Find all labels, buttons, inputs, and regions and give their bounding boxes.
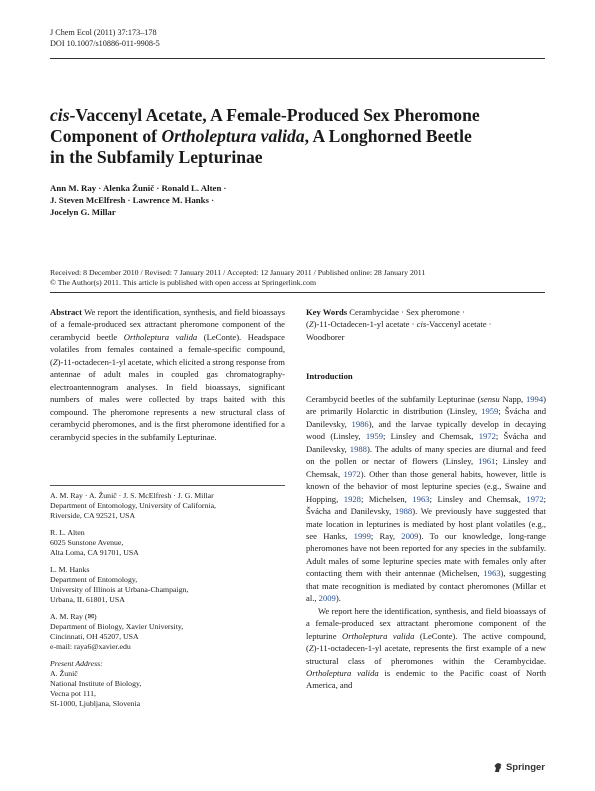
citation-link[interactable]: 1972 [526,493,544,504]
affiliation-rule [50,485,285,486]
affiliation-line: 6025 Sunstone Avenue, [50,538,124,547]
publisher-name: Springer [505,762,545,773]
text-run: is endemic to the Pacific coast of North America, and [306,667,546,691]
affiliation-line: A. M. Ray · A. Žunič · J. S. McElfresh · J. G. Millar [50,491,214,500]
text-run: ) are primarily Holarctic in distribution (Linsley, [306,394,546,417]
affiliation-line: Department of Entomology, University of California, [50,501,217,510]
citation-link[interactable]: 1959 [481,406,499,417]
citation-link[interactable]: 1999 [353,530,371,541]
citation-link[interactable]: 1988 [349,443,367,454]
affiliation-line: Urbana, IL 61801, USA [50,595,125,604]
affiliation-entry [50,612,285,652]
affiliation-entry [50,528,285,558]
article-title: cis-Vaccenyl Acetate, A Female-Produced Sex Pheromone Component of Ortholeptura valida, A Longhorned Beetle in the Subfamily Lepturinae [50,105,480,167]
affiliation-line: L. M. Hanks [50,565,90,574]
text-run: ; Švácha and Danilevsky, [306,431,546,454]
text-run: )-11-octadecen-1-yl acetate, represents the first example of a new structural class of pheromones within the Cerambycidae. [306,643,546,666]
present-address-line: Vecna pot 111, [50,689,96,698]
text-run: Cerambycid beetles of the subfamily Lepturinae ( [306,394,481,404]
italic-term: sensu [480,394,500,404]
citation-link[interactable]: 2009 [318,593,336,604]
text-run: ). To our knowledge, long-range pheromones have not been reported for any species in the subfamily. Adult males of some lepturine species mate with females only after contacting them with their antennae (Michelsen, [306,530,546,579]
affiliation-line: Alta Loma, CA 91701, USA [50,548,139,557]
introduction-paragraph-2 [306,605,546,692]
journal-reference [50,27,160,49]
introduction-paragraph-1 [306,393,546,605]
italic-term: Z [308,643,314,654]
italic-term: Ortholeptura valida [342,630,415,641]
present-address-label: Present Address: [50,659,103,668]
text-run: ; Michelsen, [360,493,413,504]
introduction-heading: Introduction [306,371,353,381]
text-run: ), and the larvae typically develop in decaying wood (Linsley, [306,418,546,442]
text-run: ; Švácha and Danilevsky, [306,493,546,517]
affiliation-line: R. L. Alten [50,528,85,537]
citation-link[interactable]: 1961 [478,456,496,467]
text-run: ; Švácha and Danilevsky, [306,406,546,429]
citation-link[interactable]: 1994 [525,394,544,404]
citation-link[interactable]: 1988 [395,506,413,517]
citation-link[interactable]: 1963 [412,493,430,504]
publisher-logo [493,762,545,773]
citation-link[interactable]: 1928 [343,493,361,504]
journal-citation: J Chem Ecol (2011) 37:173–178 [50,28,157,37]
affiliation-line: Department of Entomology, [50,575,138,584]
affiliation-line: A. M. Ray (✉) [50,612,97,621]
header-rule [50,58,545,59]
keywords: Key Words Cerambycidae · Sex pheromone · (Z)-11-Octadecen-1-yl acetate · cis-Vaccenyl acetate · Woodborer [306,307,492,342]
text-run: ). The adults of many species are diurnal and feed on the pollen or nectar of flowers (Linsley, [306,443,546,467]
present-address-line: SI-1000, Ljubljana, Slovenia [50,699,141,708]
introduction-body [306,393,546,692]
text-run: ), suggesting that mate recognition is mediated by contact pheromones (Millar et al., [306,568,546,604]
citation-link[interactable]: 2009 [401,530,419,541]
affiliation-entry [50,491,285,521]
citation-link[interactable]: 1986 [351,418,369,429]
author-list: Ann M. Ray · Alenka Žunič · Ronald L. Alten · J. Steven McElfresh · Lawrence M. Hanks · Jocelyn G. Millar [50,183,227,217]
affiliation-line: University of Illinois at Urbana-Champaign, [50,585,189,594]
text-run: ). We previously have suggested that mate location in lepturines is mediated by host plant volatiles (e.g., see Hanks, [306,506,546,541]
text-run: We report here the identification, synthesis, and field bioassays of a female-produced sex attractant pheromone component of the lepturine [306,605,546,641]
citation-link[interactable]: 1972 [478,431,496,442]
text-run: ; Linsley and Chemsak, [306,456,546,479]
publication-history: Received: 8 December 2010 / Revised: 7 January 2011 / Accepted: 12 January 2011 / Published online: 28 January 2011 © The Author(s) 2011. This article is published with open access at Springerlink.com [50,268,426,287]
abstract: Abstract We report the identification, synthesis, and field bioassays of a female-produced sex attractant pheromone component of the cerambycid beetle Ortholeptura valida (LeConte). Headspace volatiles from females contained a female-specific compound, (Z)-11-octadecen-1-yl acetate, which elicited a strong response from antennae of adult males in coupled gas chromatography-electroantennogram analyses. In field bioassays, significant numbers of males were collected by traps baited with this compound. The pheromone represents a new structural class of cerambycid pheromones, and is the first pheromone identified for a cerambycid species in the subfamily Lepturinae. [50,307,285,442]
text-run: (LeConte). The active compound, ( [306,630,546,654]
present-address-line: National Institute of Biology, [50,679,142,688]
text-run: Napp, [499,394,526,404]
affiliation-line: e-mail: raya6@xavier.edu [50,642,131,651]
affiliation-line: Department of Biology, Xavier University, [50,622,184,631]
affiliation-entry [50,565,285,605]
text-run: ; Linsley and Chemsak, [383,431,479,442]
text-run: ). [335,593,341,604]
citation-link[interactable]: 1972 [343,468,361,479]
affiliation-line: Riverside, CA 92521, USA [50,511,136,520]
present-address-line: A. Žunič [50,669,78,678]
citation-link[interactable]: 1963 [483,568,501,579]
text-run: ). Other than those general habits, however, little is known of the behavior of most lepturine species (e.g., Swaine and Hopping, [306,468,547,504]
text-run: ; Ray, [370,530,402,541]
present-address [50,659,285,709]
italic-term: Ortholeptura valida [306,667,379,678]
affiliation-line: Cincinnati, OH 45207, USA [50,632,139,641]
springer-horse-icon [493,762,503,773]
citation-link[interactable]: 1959 [365,431,384,442]
history-rule [50,292,545,293]
text-run: ; Linsley and Chemsak, [429,493,527,504]
journal-doi: DOI 10.1007/s10886-011-9908-5 [50,39,160,48]
affiliations [50,491,285,709]
